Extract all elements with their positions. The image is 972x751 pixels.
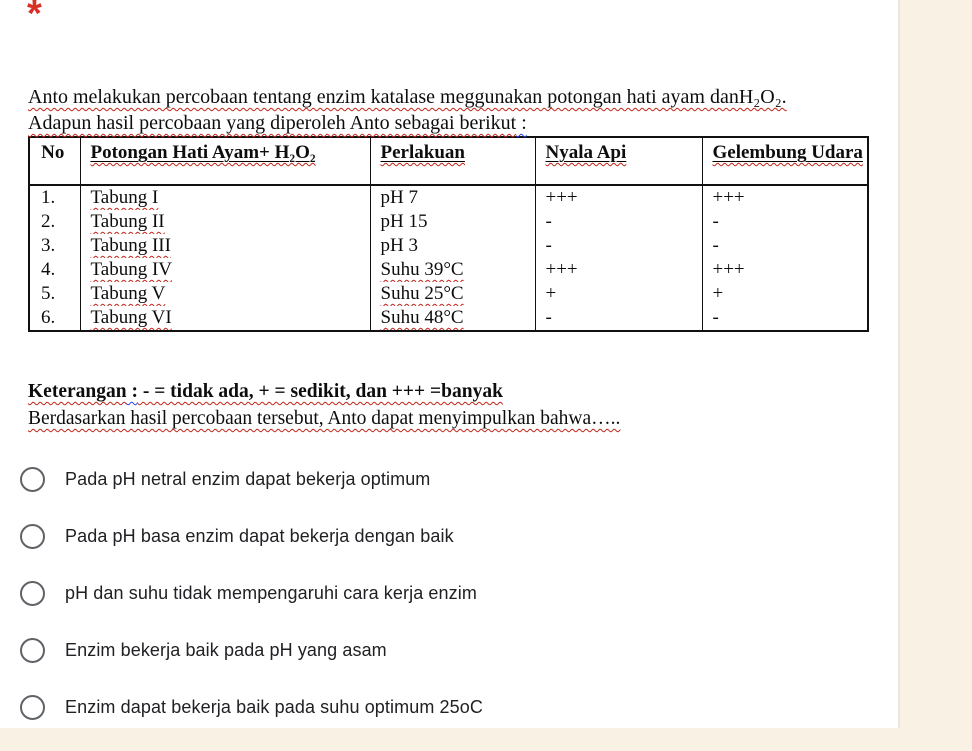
radio-option-label: Pada pH basa enzim dapat bekerja dengan baik bbox=[65, 526, 454, 546]
cell-nyala: + bbox=[535, 282, 702, 306]
table-row bbox=[29, 210, 868, 234]
cell-perlakuan: pH 15 bbox=[370, 210, 535, 234]
cell-gelembung: - bbox=[702, 306, 868, 331]
cell-nyala: - bbox=[535, 210, 702, 234]
table-row bbox=[29, 282, 868, 306]
col-header-perlakuan: Perlakuan bbox=[370, 137, 535, 185]
question-paragraph-2-text: Adapun hasil percobaan yang diperoleh Anto sebagai berikut bbox=[28, 112, 517, 134]
question-image bbox=[28, 84, 870, 432]
radio-button-icon[interactable] bbox=[20, 524, 45, 549]
col-header-no: No bbox=[29, 137, 80, 185]
cell-no: 2. bbox=[29, 210, 80, 234]
cell-perlakuan: Suhu 39°C bbox=[370, 258, 535, 282]
options-list bbox=[20, 466, 860, 751]
cell-gelembung: + bbox=[702, 282, 868, 306]
cell-perlakuan: Suhu 48°C bbox=[370, 306, 535, 331]
table-row bbox=[29, 185, 868, 210]
closing-line-text: Berdasarkan hasil percobaan tersebut, Anto dapat menyimpulkan bahwa….. bbox=[28, 408, 621, 429]
results-table bbox=[28, 136, 869, 332]
radio-button-icon[interactable] bbox=[20, 695, 45, 720]
cell-nyala: +++ bbox=[535, 185, 702, 210]
cell-tabung: Tabung III bbox=[80, 234, 370, 258]
cell-perlakuan: Suhu 25°C bbox=[370, 282, 535, 306]
col-header-nyala-api: Nyala Api bbox=[535, 137, 702, 185]
table-row bbox=[29, 234, 868, 258]
radio-option-3[interactable] bbox=[20, 580, 860, 607]
cell-tabung: Tabung V bbox=[80, 282, 370, 306]
cell-perlakuan: pH 3 bbox=[370, 234, 535, 258]
cell-perlakuan: pH 7 bbox=[370, 185, 535, 210]
keterangan-colon: : bbox=[126, 381, 138, 402]
closing-line bbox=[28, 405, 870, 432]
cell-tabung: Tabung II bbox=[80, 210, 370, 234]
cell-no: 3. bbox=[29, 234, 80, 258]
radio-option-2[interactable] bbox=[20, 523, 860, 550]
keterangan-label: Keterangan bbox=[28, 381, 127, 402]
radio-button-icon[interactable] bbox=[20, 638, 45, 663]
cell-no: 1. bbox=[29, 185, 80, 210]
question-paragraph-2-colon: : bbox=[516, 112, 527, 134]
radio-button-icon[interactable] bbox=[20, 581, 45, 606]
question-paragraph-1-text: Anto melakukan percobaan tentang enzim katalase meggunakan potongan hati ayam danH₂O₂. bbox=[28, 86, 787, 108]
radio-button-icon[interactable] bbox=[20, 467, 45, 492]
cell-tabung: Tabung IV bbox=[80, 258, 370, 282]
table-row bbox=[29, 306, 868, 331]
cell-nyala: - bbox=[535, 306, 702, 331]
cell-tabung: Tabung VI bbox=[80, 306, 370, 331]
cell-no: 6. bbox=[29, 306, 80, 331]
question-paragraph-2 bbox=[28, 110, 870, 136]
keterangan-line bbox=[28, 378, 870, 405]
cell-gelembung: - bbox=[702, 210, 868, 234]
cell-no: 4. bbox=[29, 258, 80, 282]
radio-option-label: Enzim dapat bekerja baik pada suhu optimum 25oC bbox=[65, 697, 483, 717]
col-header-gelembung-udara: Gelembung Udara bbox=[702, 137, 868, 185]
cell-gelembung: +++ bbox=[702, 185, 868, 210]
radio-option-1[interactable] bbox=[20, 466, 860, 493]
radio-option-label: pH dan suhu tidak mempengaruhi cara kerja enzim bbox=[65, 583, 477, 603]
keterangan-legend: - = tidak ada, + = sedikit, dan +++ =banyak bbox=[137, 381, 503, 402]
cell-gelembung: +++ bbox=[702, 258, 868, 282]
table-row bbox=[29, 258, 868, 282]
col-header-potongan: Potongan Hati Ayam+ H₂O₂ bbox=[80, 137, 370, 185]
radio-option-4[interactable] bbox=[20, 637, 860, 664]
question-paragraph-1 bbox=[28, 84, 870, 110]
required-asterisk: * bbox=[27, 0, 42, 35]
radio-option-label: Pada pH netral enzim dapat bekerja optimum bbox=[65, 469, 431, 489]
cell-nyala: +++ bbox=[535, 258, 702, 282]
cell-gelembung: - bbox=[702, 234, 868, 258]
cell-nyala: - bbox=[535, 234, 702, 258]
cell-no: 5. bbox=[29, 282, 80, 306]
radio-option-5[interactable] bbox=[20, 694, 860, 721]
radio-option-label: Enzim bekerja baik pada pH yang asam bbox=[65, 640, 387, 660]
table-header-row bbox=[29, 137, 868, 185]
cell-tabung: Tabung I bbox=[80, 185, 370, 210]
